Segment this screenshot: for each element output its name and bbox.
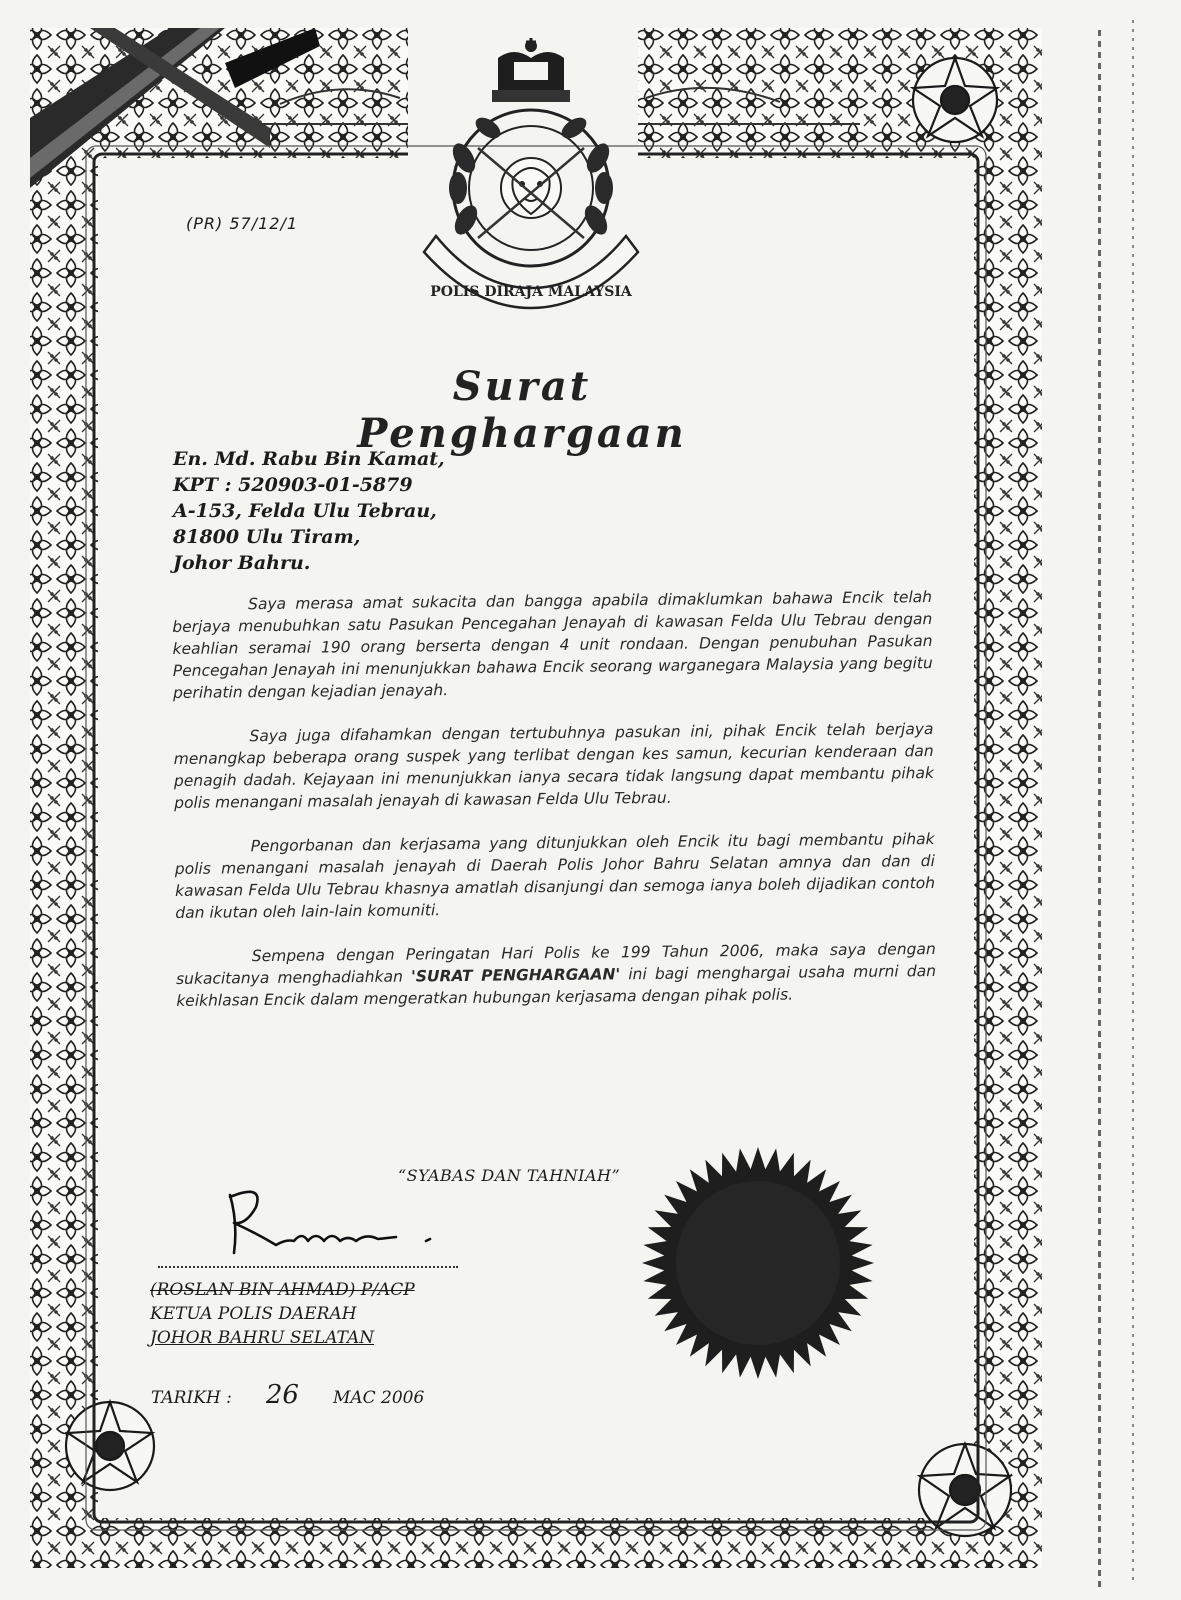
page-title: Surat Penghargaan [357,363,687,457]
recipient-address [173,446,445,576]
recipient-address-line2: 81800 Ulu Tiram, [173,526,361,548]
paragraph-1: Saya merasa amat sukacita dan bangga apabila dimaklumkan bahawa Encik telah berjaya menubuhkan satu Pasukan Pencegahan Jenayah di kawasan Felda Ulu Tebrau dengan keahlian seramai 190 orang berserta dengan 4 unit rondaan. Dengan penubuhan Pasukan Pencegahan Jenayah ini menunjukkan bahawa Encik seorang warganegara Malaysia yang begitu perihatin dengan kejadian jenayah. [172,588,933,702]
signer-block [150,1278,415,1350]
recipient-name: En. Md. Rabu Bin Kamat, [173,448,445,470]
recipient-address-line1: A-153, Felda Ulu Tebrau, [173,500,437,522]
reference-number: (PR) 57/12/1 [186,214,299,233]
page-edge-shadow [1098,30,1101,1590]
date-month-year: MAC 2006 [332,1388,425,1408]
signature-line [158,1266,458,1268]
certificate [20,18,1072,1590]
paragraph-4 [176,938,937,1012]
recipient-id: KPT : 520903-01-5879 [173,474,413,496]
closing-quote: “SYABAS DAN TAHNIAH” [398,1166,621,1185]
date-row [151,1380,424,1410]
paragraph-3: Pengorbanan dan kerjasama yang ditunjukkan oleh Encik itu bagi membantu pihak polis menangani masalah jenayah di Daerah Polis Johor Bahru Selatan amnya dan dan di kawasan Felda Ulu Tebrau khasnya amatlah disanjungi dan semoga ianya boleh dijadikan contoh dan ikutan oleh lain-lain komuniti. [174,830,936,922]
page-edge-shadow-outer [1132,20,1134,1580]
paragraph-4-after: ini bagi menghargai usaha murni dan keikhlasan Encik dalam mengeratkan hubungan kerjasama dengan pihak polis. [176,962,937,1010]
handwritten-signature [216,1183,456,1263]
date-label: TARIKH : [151,1388,232,1408]
corner-rosette-bottom-left [66,1402,154,1490]
crest-motto: POLIS DIRAJA MALAYSIA [430,284,632,300]
recipient-address-line3: Johor Bahru. [173,552,311,574]
signer-district: JOHOR BAHRU SELATAN [150,1328,375,1348]
paragraph-4-before: Sempena dengan Peringatan Hari Polis ke 199 Tahun 2006, maka saya dengan sukacitanya menghadiahkan [175,940,936,988]
corner-rosette-top-right [913,58,997,142]
signer-title: KETUA POLIS DAERAH [150,1304,357,1324]
official-seal [638,1143,878,1383]
paragraph-2: Saya juga difahamkan dengan tertubuhnya pasukan ini, pihak Encik telah berjaya menangkap beberapa orang suspek yang terlibat dengan kes samun, kecurian kenderaan dan penagih dadah. Kejayaan ini menunjukkan ianya secara tidak langsung dapat membantu pihak polis menangani masalah jenayah di kawasan Felda Ulu Tebrau. [173,720,935,812]
date-day-handwritten: 26 [265,1380,299,1410]
police-crest-logo [418,38,644,310]
paragraph-4-emphasis: 'SURAT PENGHARGAAN' [410,965,621,986]
letter-body [172,586,937,1034]
signer-name: (ROSLAN BIN AHMAD) P/ACP [150,1280,415,1300]
